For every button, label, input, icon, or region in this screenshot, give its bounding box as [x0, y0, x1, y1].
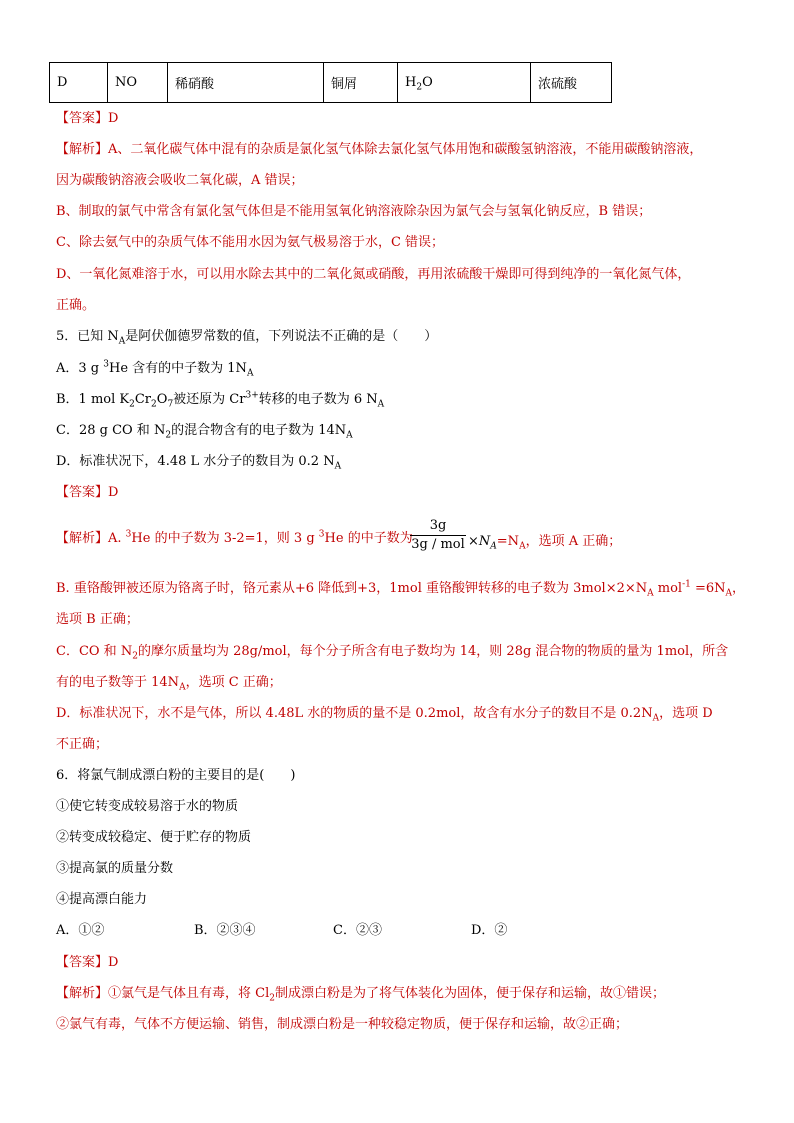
table-cell: NO	[108, 63, 168, 103]
q6-item-2: ②转变成较稳定、便于贮存的物质	[56, 830, 252, 845]
q6-option-c: C．②③	[333, 923, 382, 938]
table-cell: $H_2O$	[398, 63, 531, 103]
q6-analysis-1: 【解析】①氯气是气体且有毒，将 $Cl_2$制成漂白粉是为了将气体装化为固体，便于保存和运输，故①错误；	[56, 986, 666, 1004]
q4-analysis-a1: 【解析】A、二氧化碳气体中混有的杂质是氯化氢气体除去氯化氢气体用饱和碳酸氢钠溶液，不能用碳酸钠溶液，	[56, 142, 703, 157]
q6-option-d: D．②	[471, 923, 508, 938]
q5-analysis-b1: B. 重铬酸钾被还原为铬离子时，铬元素从+6 降低到+3，1mol 重铬酸钾转移的电子数为 $3mol\times 2\times N_A$ $mol^{-1} =6N_A$，	[56, 579, 746, 599]
q5-option-c: C．28 g CO 和 $N_2$的混合物含有的电子数为 $14N_A$	[56, 423, 353, 441]
q5-analysis-d2: 不正确；	[56, 737, 109, 752]
table-row	[50, 63, 612, 103]
q5-option-d: D．标准状况下，4.48 L 水分子的数目为 0.2 $N_A$	[56, 454, 342, 472]
q5-analysis-d1: D．标准状况下，水不是气体，所以 4.48L 水的物质的量不是 0.2mol，故含有水分子的数目不是 $0.2N_A$，选项 D	[56, 706, 713, 724]
q6-item-1: ①使它转变成较易溶于水的物质	[56, 799, 239, 814]
q6-analysis-2: ②氯气有毒，气体不方便运输、销售，制成漂白粉是一种较稳定物质，便于保存和运输，故②正确；	[56, 1017, 629, 1032]
reagent-table	[49, 62, 612, 103]
q4-analysis-b: B、制取的氯气中常含有氯化氢气体但是不能用氢氧化钠溶液除杂因为氯气会与氢氧化钠反应，B 错误；	[56, 204, 652, 219]
q5-analysis-c2: 有的电子数等于 $14N_A$，选项 C 正确；	[56, 675, 282, 693]
q6-option-a: A．①②	[56, 923, 105, 938]
table-cell: 浓硫酸	[531, 63, 612, 103]
q5-analysis-b2: 选项 B 正确；	[56, 612, 139, 627]
q6-stem: 6．将氯气制成漂白粉的主要目的是( )	[56, 768, 296, 783]
table-cell: 铜屑	[324, 63, 398, 103]
q5-analysis-a-tail: $\times N_A=N_A$，选项 A 正确；	[468, 534, 622, 552]
q4-analysis-d2: 正确。	[56, 298, 96, 313]
q5-option-b: B．1 mol $K_2Cr_2O_7$被还原为 $Cr^{3+}$转移的电子数为 6 $N_A$	[56, 390, 385, 410]
q5-answer: 【答案】D	[56, 485, 119, 500]
fraction: 3g 3g / mol	[411, 518, 465, 552]
q4-analysis-c: C、除去氨气中的杂质气体不能用水因为氨气极易溶于水，C 错误；	[56, 235, 445, 250]
q4-answer: 【答案】D	[56, 111, 119, 126]
table-cell: D	[50, 63, 108, 103]
q6-item-3: ③提高氯的质量分数	[56, 861, 174, 876]
q4-analysis-a2: 因为碳酸钠溶液会吸收二氧化碳，A 错误；	[56, 173, 304, 188]
q6-option-b: B．②③④	[194, 923, 256, 938]
q4-analysis-d1: D、一氧化氮难溶于水，可以用水除去其中的二氧化氮或硝酸，再用浓硫酸干燥即可得到纯净的一氧化氮气体，	[56, 267, 691, 282]
q5-analysis-a: 【解析】A. $^3$He 的中子数为 3-2=1，则 3 g $^3$He 的中子数为	[56, 529, 413, 546]
q5-stem: 5．已知 $N_A$是阿伏伽德罗常数的值，下列说法不正确的是（ ）	[56, 329, 438, 347]
q6-answer: 【答案】D	[56, 955, 119, 970]
q5-option-a: A．3 g $^3$He 含有的中子数为 $1N_A$	[56, 359, 254, 379]
table-cell: 稀硝酸	[168, 63, 324, 103]
q5-analysis-c1: C．CO 和 $N_2$的摩尔质量均为 28g/mol，每个分子所含有电子数均为 14，则 28g 混合物的物质的量为 1mol，所含	[56, 644, 729, 662]
q6-item-4: ④提高漂白能力	[56, 892, 148, 907]
